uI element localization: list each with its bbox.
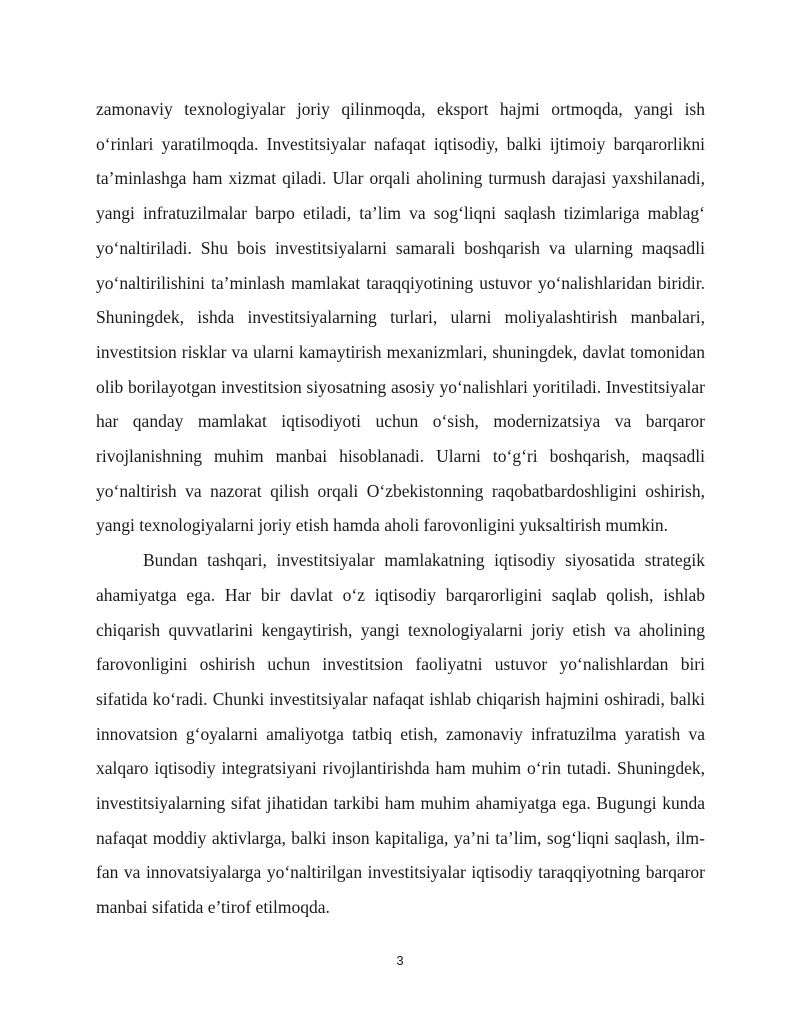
paragraph-1: zamonaviy texnologiyalar joriy qilinmoqda, eksport hajmi ortmoqda, yangi ish o‘rinlari yaratilmoqda. Investitsiyalar nafaqat iqtisodiy, balki ijtimoiy barqarorlikni ta’minlashga ham xizmat qiladi. Ular orqali aholining turmush darajasi yaxshilanadi, yangi infratuzilmalar barpo etiladi, ta’lim va sog‘liqni saqlash tizimlariga mablag‘ yo‘naltiriladi. Shu bois investitsiyalarni samarali boshqarish va ularning maqsadli yo‘naltirilishini ta’minlash mamlakat taraqqiyotining ustuvor yo‘nalishlaridan biridir. Shuningdek, ishda investitsiyalarning turlari, ularni moliyalashtirish manbalari, investitsion risklar va ularni kamaytirish mexanizmlari, shuningdek, davlat tomonidan olib borilayotgan investitsion siyosatning asosiy yo‘nalishlari yoritiladi. Investitsiyalar har qanday mamlakat iqtisodiyoti uchun o‘sish, modernizatsiya va barqaror rivojlanishning muhim manbai hisoblanadi. Ularni to‘g‘ri boshqarish, maqsadli yo‘naltirish va nazorat qilish orqali O‘zbekistonning raqobatbardoshligini oshirish, yangi texnologiyalarni joriy etish hamda aholi farovonligini yuksaltirish mumkin. [96,99,705,536]
page-number: 3 [396,953,404,968]
body-text [96,92,705,925]
paragraph-2: Bundan tashqari, investitsiyalar mamlakatning iqtisodiy siyosatida strategik ahamiyatga ega. Har bir davlat o‘z iqtisodiy barqarorligini saqlab qolish, ishlab chiqarish quvvatlarini kengaytirish, yangi texnologiyalarni joriy etish va aholining farovonligini oshirish uchun investitsion faoliyatni ustuvor yo‘nalishlardan biri sifatida ko‘radi. Chunki investitsiyalar nafaqat ishlab chiqarish hajmini oshiradi, balki innovatsion g‘oyalarni amaliyotga tatbiq etish, zamonaviy infratuzilma yaratish va xalqaro iqtisodiy integratsiyani rivojlantirishda ham muhim o‘rin tutadi. Shuningdek, investitsiyalarning sifat jihatidan tarkibi ham muhim ahamiyatga ega. Bugungi kunda nafaqat moddiy aktivlarga, balki inson kapitaliga, ya’ni ta’lim, sog‘liqni saqlash, ilm-fan va innovatsiyalarga yo‘naltirilgan investitsiyalar iqtisodiy taraqqiyotning barqaror manbai sifatida e’tirof etilmoqda. [96,550,705,918]
